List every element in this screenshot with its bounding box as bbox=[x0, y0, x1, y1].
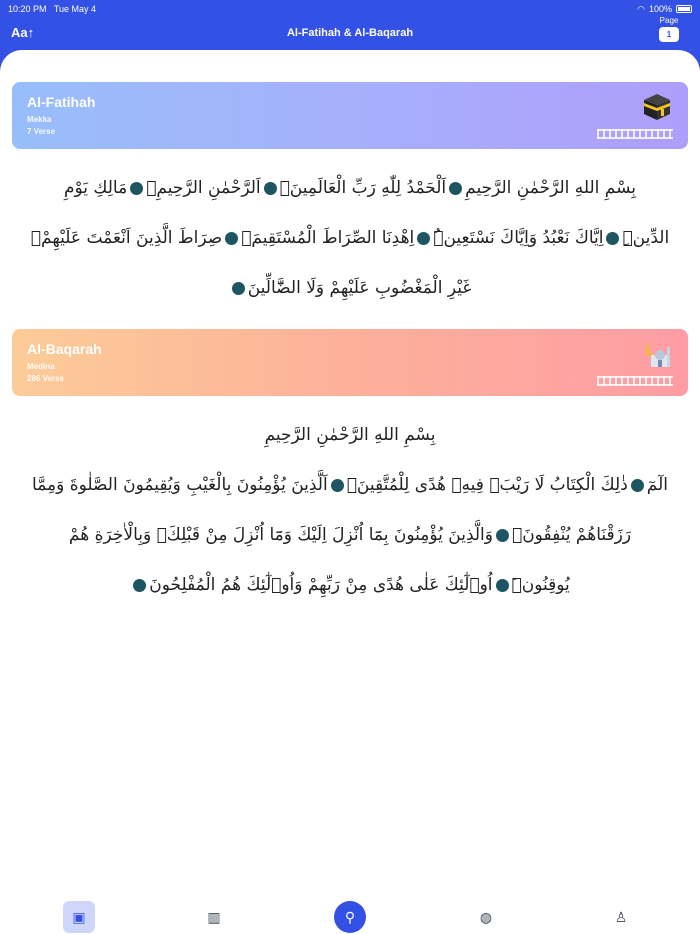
verse-text: ذٰلِكَ الْكِتَابُ لَا رَيْبَۚ فِيهِۚ هُدًى لِلْمُتَّقِينَۙ bbox=[346, 475, 628, 495]
surah-card-al-baqarah[interactable] bbox=[12, 329, 688, 396]
verse-line bbox=[12, 163, 688, 213]
verse-marker-icon bbox=[496, 579, 509, 592]
battery-icon bbox=[676, 5, 692, 13]
verse-text: اُو۬لٰٓئِكَ عَلٰى هُدًى مِنْ رَبِّهِمْ وَاُو۬لٰٓئِكَ هُمُ الْمُفْلِحُونَ bbox=[149, 575, 493, 595]
kaaba-icon bbox=[596, 92, 672, 127]
verse-text: اِيَّاكَ نَعْبُدُ وَاِيَّاكَ نَسْتَعِينُۜ bbox=[433, 228, 604, 248]
verse-marker-icon bbox=[631, 479, 644, 492]
surah-text-al-baqarah bbox=[12, 396, 688, 626]
calligraphy-decoration bbox=[597, 129, 673, 139]
font-size-button[interactable]: Aa↑ bbox=[11, 25, 35, 40]
verse-text: يُوقِنُونَۜ bbox=[511, 575, 570, 595]
nav-bar bbox=[0, 18, 700, 50]
surah-place: Mekka bbox=[27, 115, 52, 124]
verse-marker-icon bbox=[232, 282, 245, 295]
verse-text: صِرَاطَ الَّذِينَ اَنْعَمْتَ عَلَيْهِمْۙ bbox=[30, 228, 223, 248]
surah-place: Medina bbox=[27, 362, 55, 371]
verse-text: اِهْدِنَا الصِّرَاطَ الْمُسْتَقِيمَۙ bbox=[241, 228, 415, 248]
verse-text: رَزَقْنَاهُمْ يُنْفِقُونَۙ bbox=[512, 525, 632, 545]
surah-verses: 7 Verse bbox=[27, 127, 56, 136]
tab-read[interactable] bbox=[198, 901, 230, 933]
verse-marker-icon bbox=[225, 232, 238, 245]
battery-percent: 100% bbox=[648, 4, 672, 14]
book-icon: ▥ bbox=[207, 908, 221, 925]
wifi-icon: ◠ bbox=[637, 3, 645, 14]
tab-quran[interactable] bbox=[63, 901, 95, 933]
search-icon: ⚲ bbox=[344, 908, 356, 925]
verse-text: بِسْمِ اللهِ الرَّحْمٰنِ الرَّحِيمِ bbox=[465, 178, 637, 198]
page-selector[interactable] bbox=[659, 16, 679, 42]
verse-text: غَيْرِ الْمَغْضُوبِ عَلَيْهِمْ وَلَا الضَّٓالِّينَ bbox=[247, 278, 472, 298]
status-bar bbox=[0, 0, 700, 18]
verse-text: اَلرَّحْمٰنِ الرَّحِيمِۙ bbox=[146, 178, 261, 198]
verse-text: الٓمٓ bbox=[646, 475, 668, 495]
verse-text: وَالَّذِينَ يُؤْمِنُونَ بِمَٓا اُنْزِلَ اِلَيْكَ وَمَٓا اُنْزِلَ مِنْ قَبْلِكَۚ وَبِالْاٰخِرَةِ هُمْ bbox=[68, 525, 493, 545]
verse-line bbox=[12, 560, 688, 610]
verse-marker-icon bbox=[331, 479, 344, 492]
verse-marker-icon bbox=[449, 182, 462, 195]
verse-text: مَالِكِ يَوْمِ bbox=[63, 178, 128, 198]
verse-line bbox=[12, 460, 688, 510]
verse-text: اَلْحَمْدُ لِلّٰهِ رَبِّ الْعَالَمِينَۙ bbox=[279, 178, 447, 198]
verse-marker-icon bbox=[130, 182, 143, 195]
planet-icon: ◍ bbox=[479, 908, 493, 925]
verse-line bbox=[12, 213, 688, 263]
surah-name: Al-Baqarah bbox=[27, 341, 102, 357]
verse-marker-icon bbox=[133, 579, 146, 592]
verse-text: الدِّينِۜ bbox=[622, 228, 670, 248]
tab-bar bbox=[0, 884, 700, 934]
quran-icon: ▣ bbox=[72, 908, 86, 925]
profile-icon: ♙ bbox=[614, 908, 628, 925]
tab-profile[interactable] bbox=[605, 901, 637, 933]
verse-marker-icon bbox=[496, 529, 509, 542]
surah-name: Al-Fatihah bbox=[27, 94, 96, 110]
status-time: 10:20 PM bbox=[8, 4, 47, 14]
content-sheet bbox=[0, 50, 700, 934]
verse-line bbox=[12, 263, 688, 313]
verse-marker-icon bbox=[606, 232, 619, 245]
verse-line bbox=[12, 510, 688, 560]
basmala: بِسْمِ اللهِ الرَّحْمٰنِ الرَّحِيمِ bbox=[264, 425, 436, 445]
mosque-icon bbox=[596, 339, 672, 374]
verse-text: اَلَّذِينَ يُؤْمِنُونَ بِالْغَيْبِ وَيُقِيمُونَ الصَّلٰوةَ وَمِمَّا bbox=[32, 475, 328, 495]
tab-explore[interactable] bbox=[470, 901, 502, 933]
page-title: Al-Fatihah & Al-Baqarah bbox=[286, 27, 414, 39]
calligraphy-decoration bbox=[597, 376, 673, 386]
page-label: Page bbox=[659, 16, 679, 25]
verse-marker-icon bbox=[417, 232, 430, 245]
verse-marker-icon bbox=[264, 182, 277, 195]
status-date: Tue May 4 bbox=[53, 4, 97, 14]
surah-text-al-fatihah bbox=[12, 149, 688, 329]
tab-search[interactable] bbox=[334, 901, 366, 933]
surah-card-al-fatihah[interactable] bbox=[12, 82, 688, 149]
surah-verses: 286 Verse bbox=[27, 374, 64, 383]
page-number[interactable]: 1 bbox=[659, 27, 679, 42]
